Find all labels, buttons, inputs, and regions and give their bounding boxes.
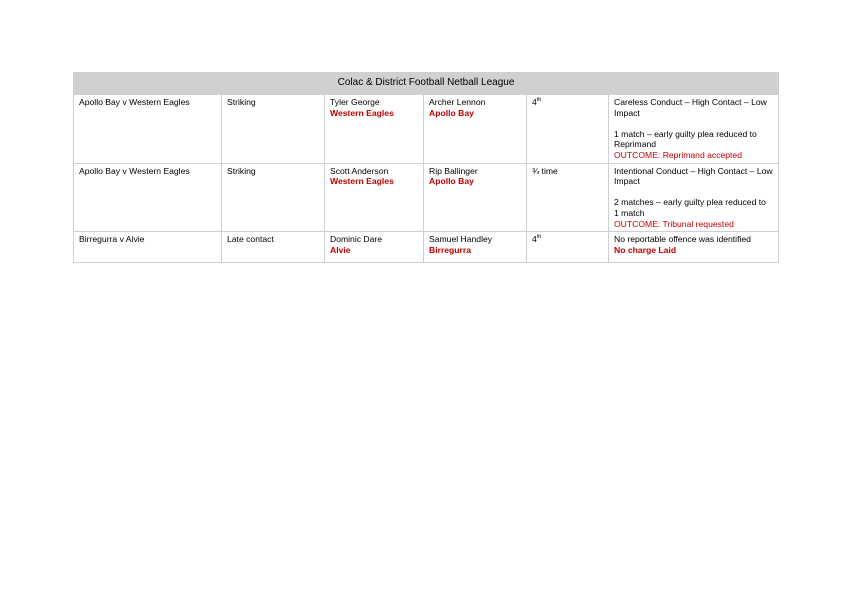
- table-row: [74, 232, 779, 263]
- quarter-value: 4: [532, 97, 537, 107]
- finding-cell: [609, 232, 779, 263]
- finding-cell: [609, 95, 779, 164]
- reported-player-cell: [325, 232, 424, 263]
- finding-cell: [609, 163, 779, 232]
- table-row: [74, 163, 779, 232]
- outcome-text: OUTCOME: Reprimand accepted: [614, 149, 742, 160]
- reported-player-name: Tyler George: [330, 97, 380, 107]
- reported-player-name: Scott Anderson: [330, 165, 389, 176]
- victim-player-cell: [424, 95, 527, 164]
- league-title: Colac & District Football Netball League: [74, 73, 779, 95]
- quarter-suffix: th: [536, 234, 542, 241]
- match-cell: Apollo Bay v Western Eagles: [74, 163, 222, 232]
- reported-player-club: Alvie: [330, 244, 351, 255]
- table-row: [74, 95, 779, 164]
- finding-text: Intentional Conduct – High Contact – Low Impact: [614, 165, 773, 187]
- victim-player-name: Samuel Handley: [429, 234, 493, 245]
- sanction-text: 1 match – early guilty plea reduced to Reprimand: [614, 128, 757, 150]
- reported-player-club: Western Eagles: [330, 107, 394, 118]
- table-header-row: [74, 73, 779, 95]
- quarter-suffix: th: [536, 97, 542, 104]
- victim-player-club: Birregurra: [429, 244, 472, 255]
- victim-player-name: Rip Ballinger: [429, 165, 478, 176]
- quarter-value: ¾ time: [532, 165, 558, 176]
- sanction-text: 2 matches – early guilty plea reduced to 1 match: [614, 197, 766, 218]
- incident-cell: Striking: [222, 163, 325, 232]
- outcome-text: No charge Laid: [614, 244, 677, 255]
- incident-cell: Striking: [222, 95, 325, 164]
- reported-player-cell: [325, 163, 424, 232]
- finding-text: Careless Conduct – High Contact – Low Impact: [614, 97, 767, 118]
- outcome-text: OUTCOME: Tribunal requested: [614, 218, 734, 229]
- victim-player-cell: [424, 163, 527, 232]
- incident-cell: Late contact: [222, 232, 325, 263]
- finding-text: No reportable offence was identified: [614, 234, 751, 245]
- reported-player-name: Dominic Dare: [330, 234, 383, 245]
- tribunal-report-table: [73, 72, 779, 263]
- victim-player-club: Apollo Bay: [429, 107, 474, 118]
- quarter-value: 4: [532, 234, 537, 245]
- reported-player-cell: [325, 95, 424, 164]
- victim-player-club: Apollo Bay: [429, 176, 474, 187]
- victim-player-cell: [424, 232, 527, 263]
- reported-player-club: Western Eagles: [330, 176, 394, 187]
- victim-player-name: Archer Lennon: [429, 97, 486, 107]
- quarter-cell: [527, 163, 609, 232]
- match-cell: Apollo Bay v Western Eagles: [74, 95, 222, 164]
- quarter-cell: [527, 95, 609, 164]
- quarter-cell: [527, 232, 609, 263]
- match-cell: Birregurra v Alvie: [74, 232, 222, 263]
